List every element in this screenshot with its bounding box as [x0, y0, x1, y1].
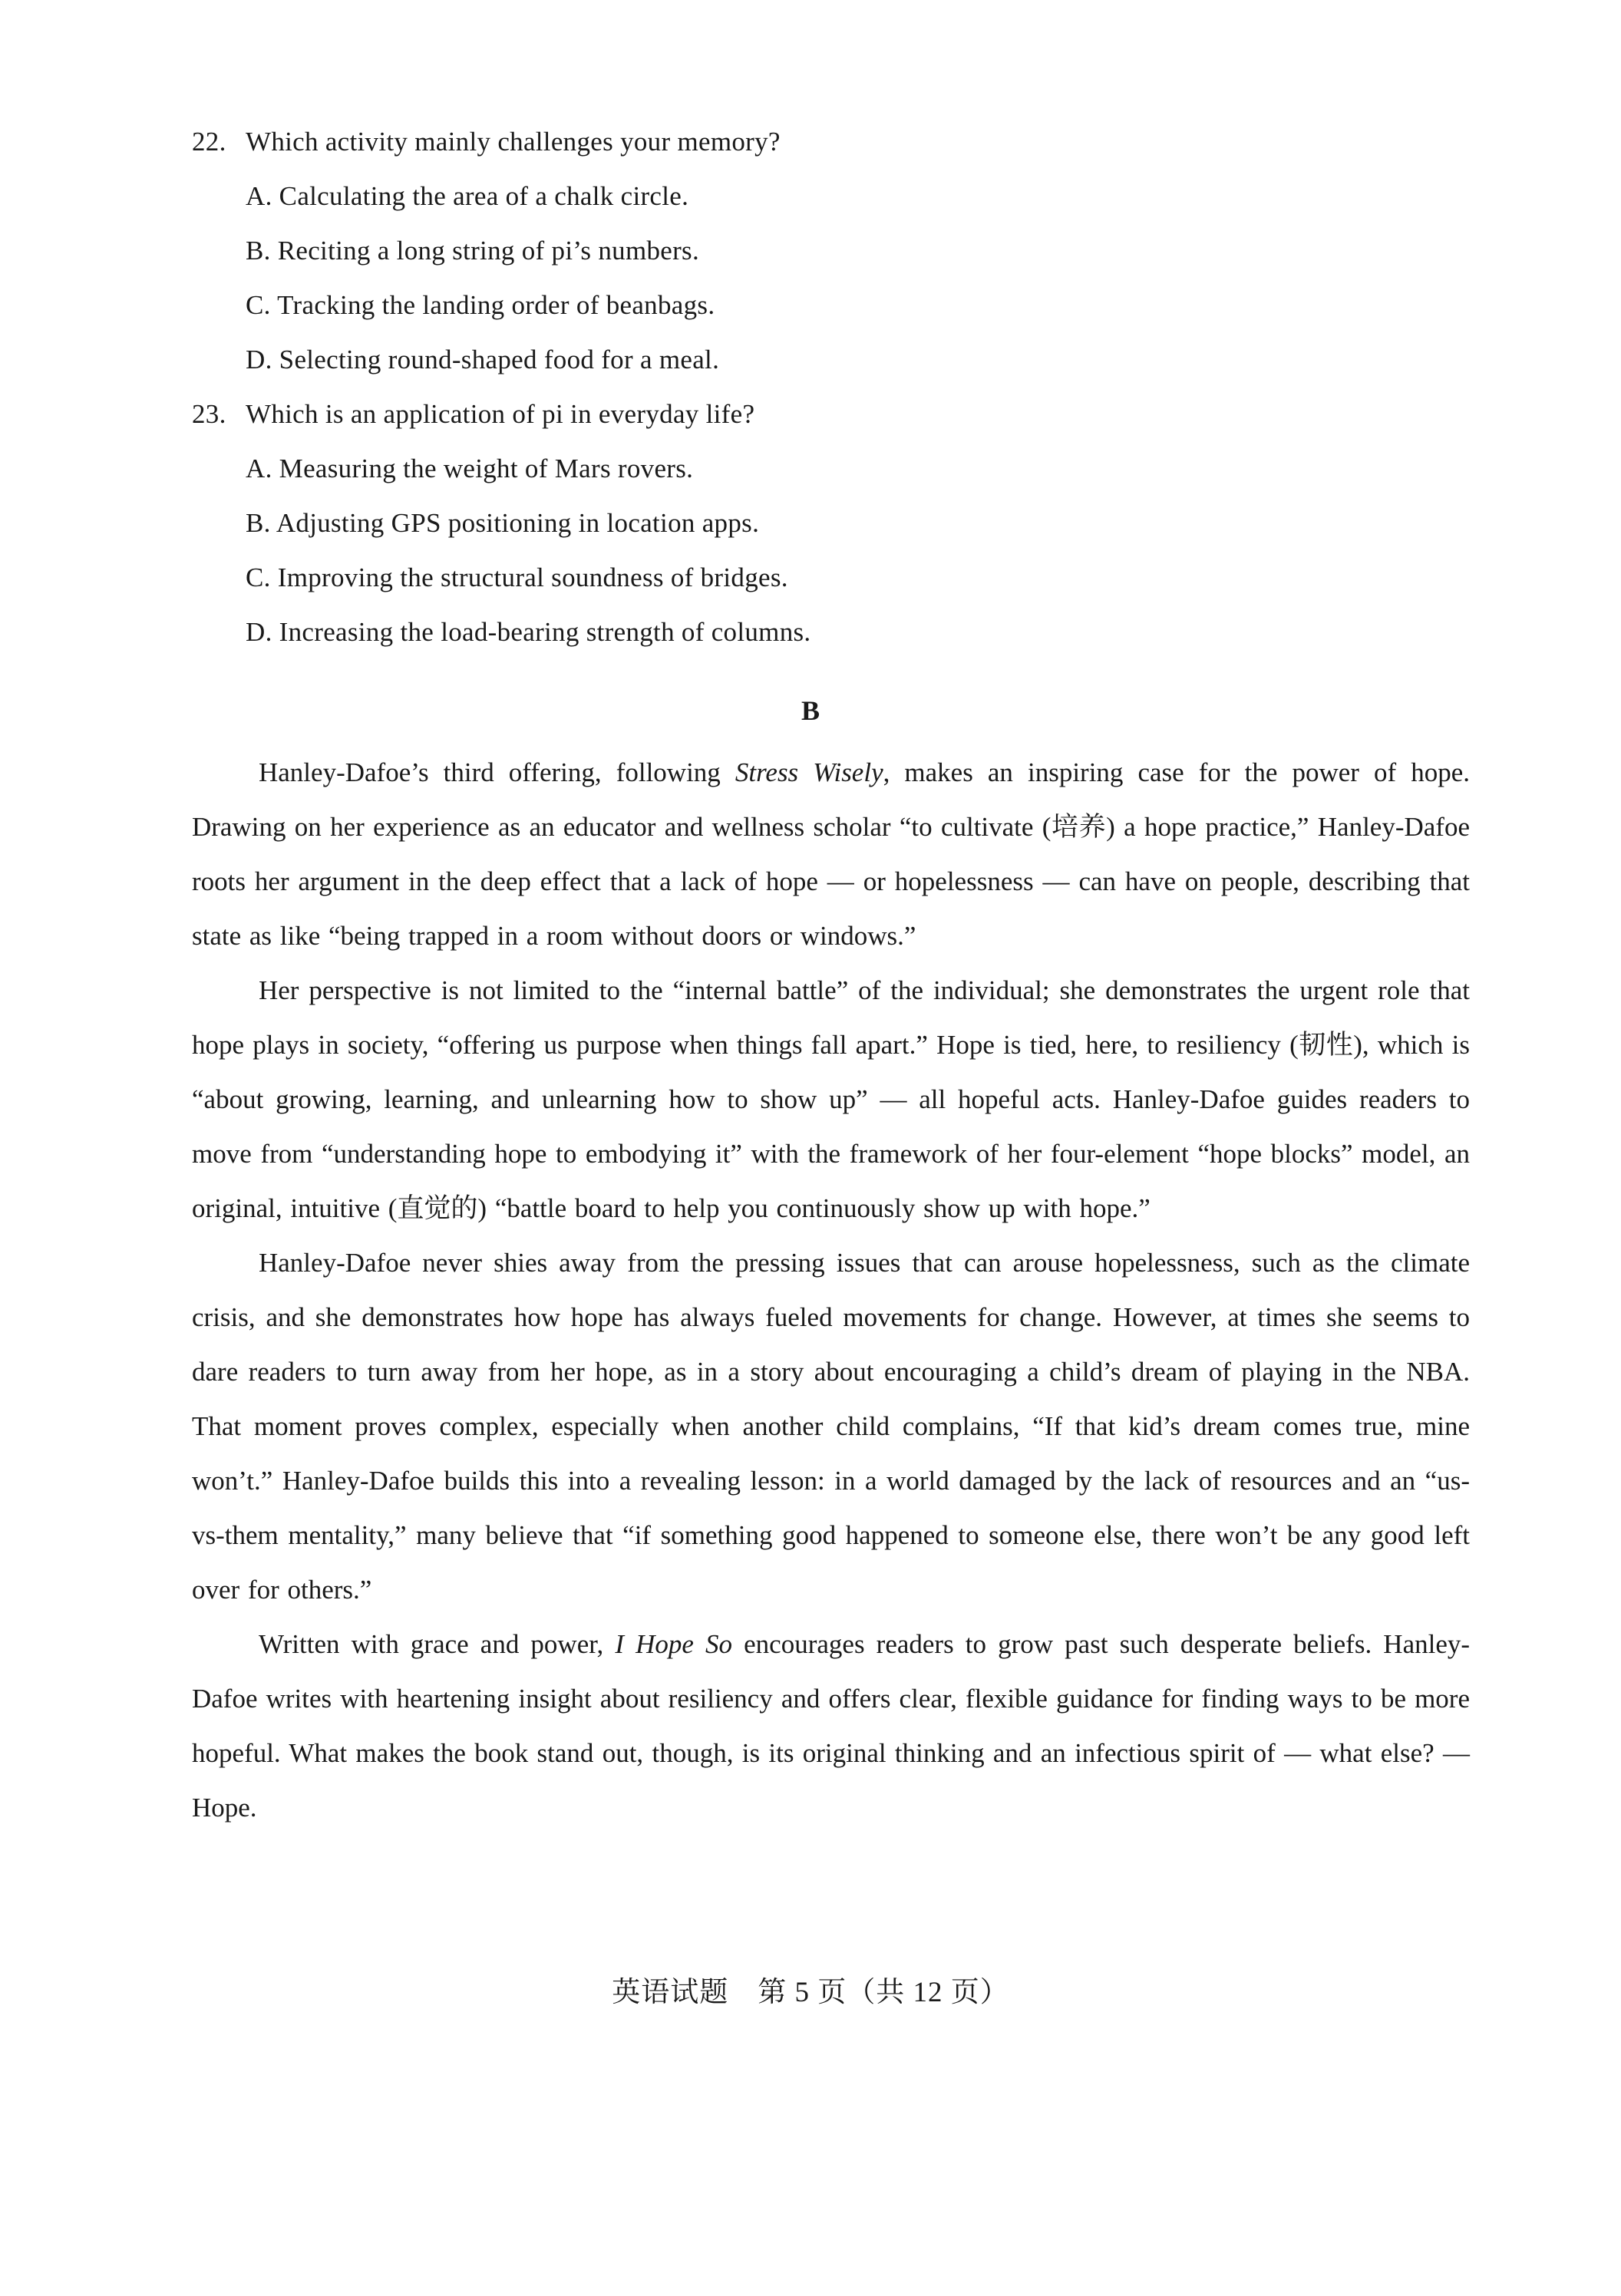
question-text: Which is an application of pi in everyday life?	[246, 399, 755, 429]
option-d: D. Selecting round-shaped food for a meal.	[246, 345, 720, 374]
question-stem	[192, 388, 1470, 442]
question-22	[192, 115, 1470, 388]
book-title: I Hope So	[615, 1629, 733, 1659]
book-title: Stress Wisely	[735, 757, 883, 787]
option-a: A. Calculating the area of a chalk circle.	[246, 181, 689, 211]
option-a: A. Measuring the weight of Mars rovers.	[246, 454, 694, 483]
option-c: C. Improving the structural soundness of bridges.	[246, 562, 788, 592]
section-heading: B	[801, 695, 820, 726]
passage-paragraph-2: Her perspective is not limited to the “internal battle” of the individual; she demonstrates the urgent role that hope plays in society, “offering us purpose when things fall apart.” Hope is tied, here, to resiliency (韧性), which is “about growing, learning, and unlearning how to show up” — all hopeful acts. Hanley-Dafoe guides readers to move from “understanding hope to embodying it” with the framework of her four-element “hope blocks” model, an original, intuitive (直觉的) “battle board to help you continuously show up with hope.”	[192, 975, 1470, 1223]
page-footer: 英语试题 第 5 页（共 12 页）	[612, 1977, 1009, 2008]
question-text: Which activity mainly challenges your memory?	[246, 127, 781, 157]
option-c: C. Tracking the landing order of beanbags.	[246, 290, 715, 320]
option-d: D. Increasing the load-bearing strength of columns.	[246, 617, 811, 647]
passage	[192, 745, 1470, 1835]
question-number: 23.	[192, 399, 226, 429]
question-number: 22.	[192, 127, 226, 157]
question-23	[192, 388, 1470, 660]
passage-paragraph-3: Hanley-Dafoe never shies away from the pressing issues that can arouse hopelessness, such as the climate crisis, and she demonstrates how hope has always fueled movements for change. However, at times she seems to dare readers to turn away from her hope, as in a story about encouraging a child’s dream of playing in the NBA. That moment proves complex, especially when another child complains, “If that kid’s dream comes true, mine won’t.” Hanley-Dafoe builds this into a revealing lesson: in a world damaged by the lack of resources and an “us-vs-them mentality,” many believe that “if something good happened to someone else, there won’t be any good left over for others.”	[192, 1248, 1470, 1605]
passage-paragraph-1: Hanley-Dafoe’s third offering, following Stress Wisely, makes an inspiring case for the power of hope. Drawing on her experience as an educator and wellness scholar “to cultivate (培养) a hope practice,” Hanley-Dafoe roots her argument in the deep effect that a lack of hope — or hopelessness — can have on people, describing that state as like “being trapped in a room without doors or windows.”	[192, 757, 1470, 951]
option-b: B. Adjusting GPS positioning in location apps.	[246, 508, 760, 538]
passage-paragraph-4: Written with grace and power, I Hope So encourages readers to grow past such desperate beliefs. Hanley-Dafoe writes with heartening insight about resiliency and offers clear, flexible guidance for finding ways to be more hopeful. What makes the book stand out, though, is its original thinking and an infectious spirit of — what else? — Hope.	[192, 1629, 1471, 1823]
question-stem	[192, 115, 1470, 170]
option-b: B. Reciting a long string of pi’s numbers.	[246, 236, 700, 266]
